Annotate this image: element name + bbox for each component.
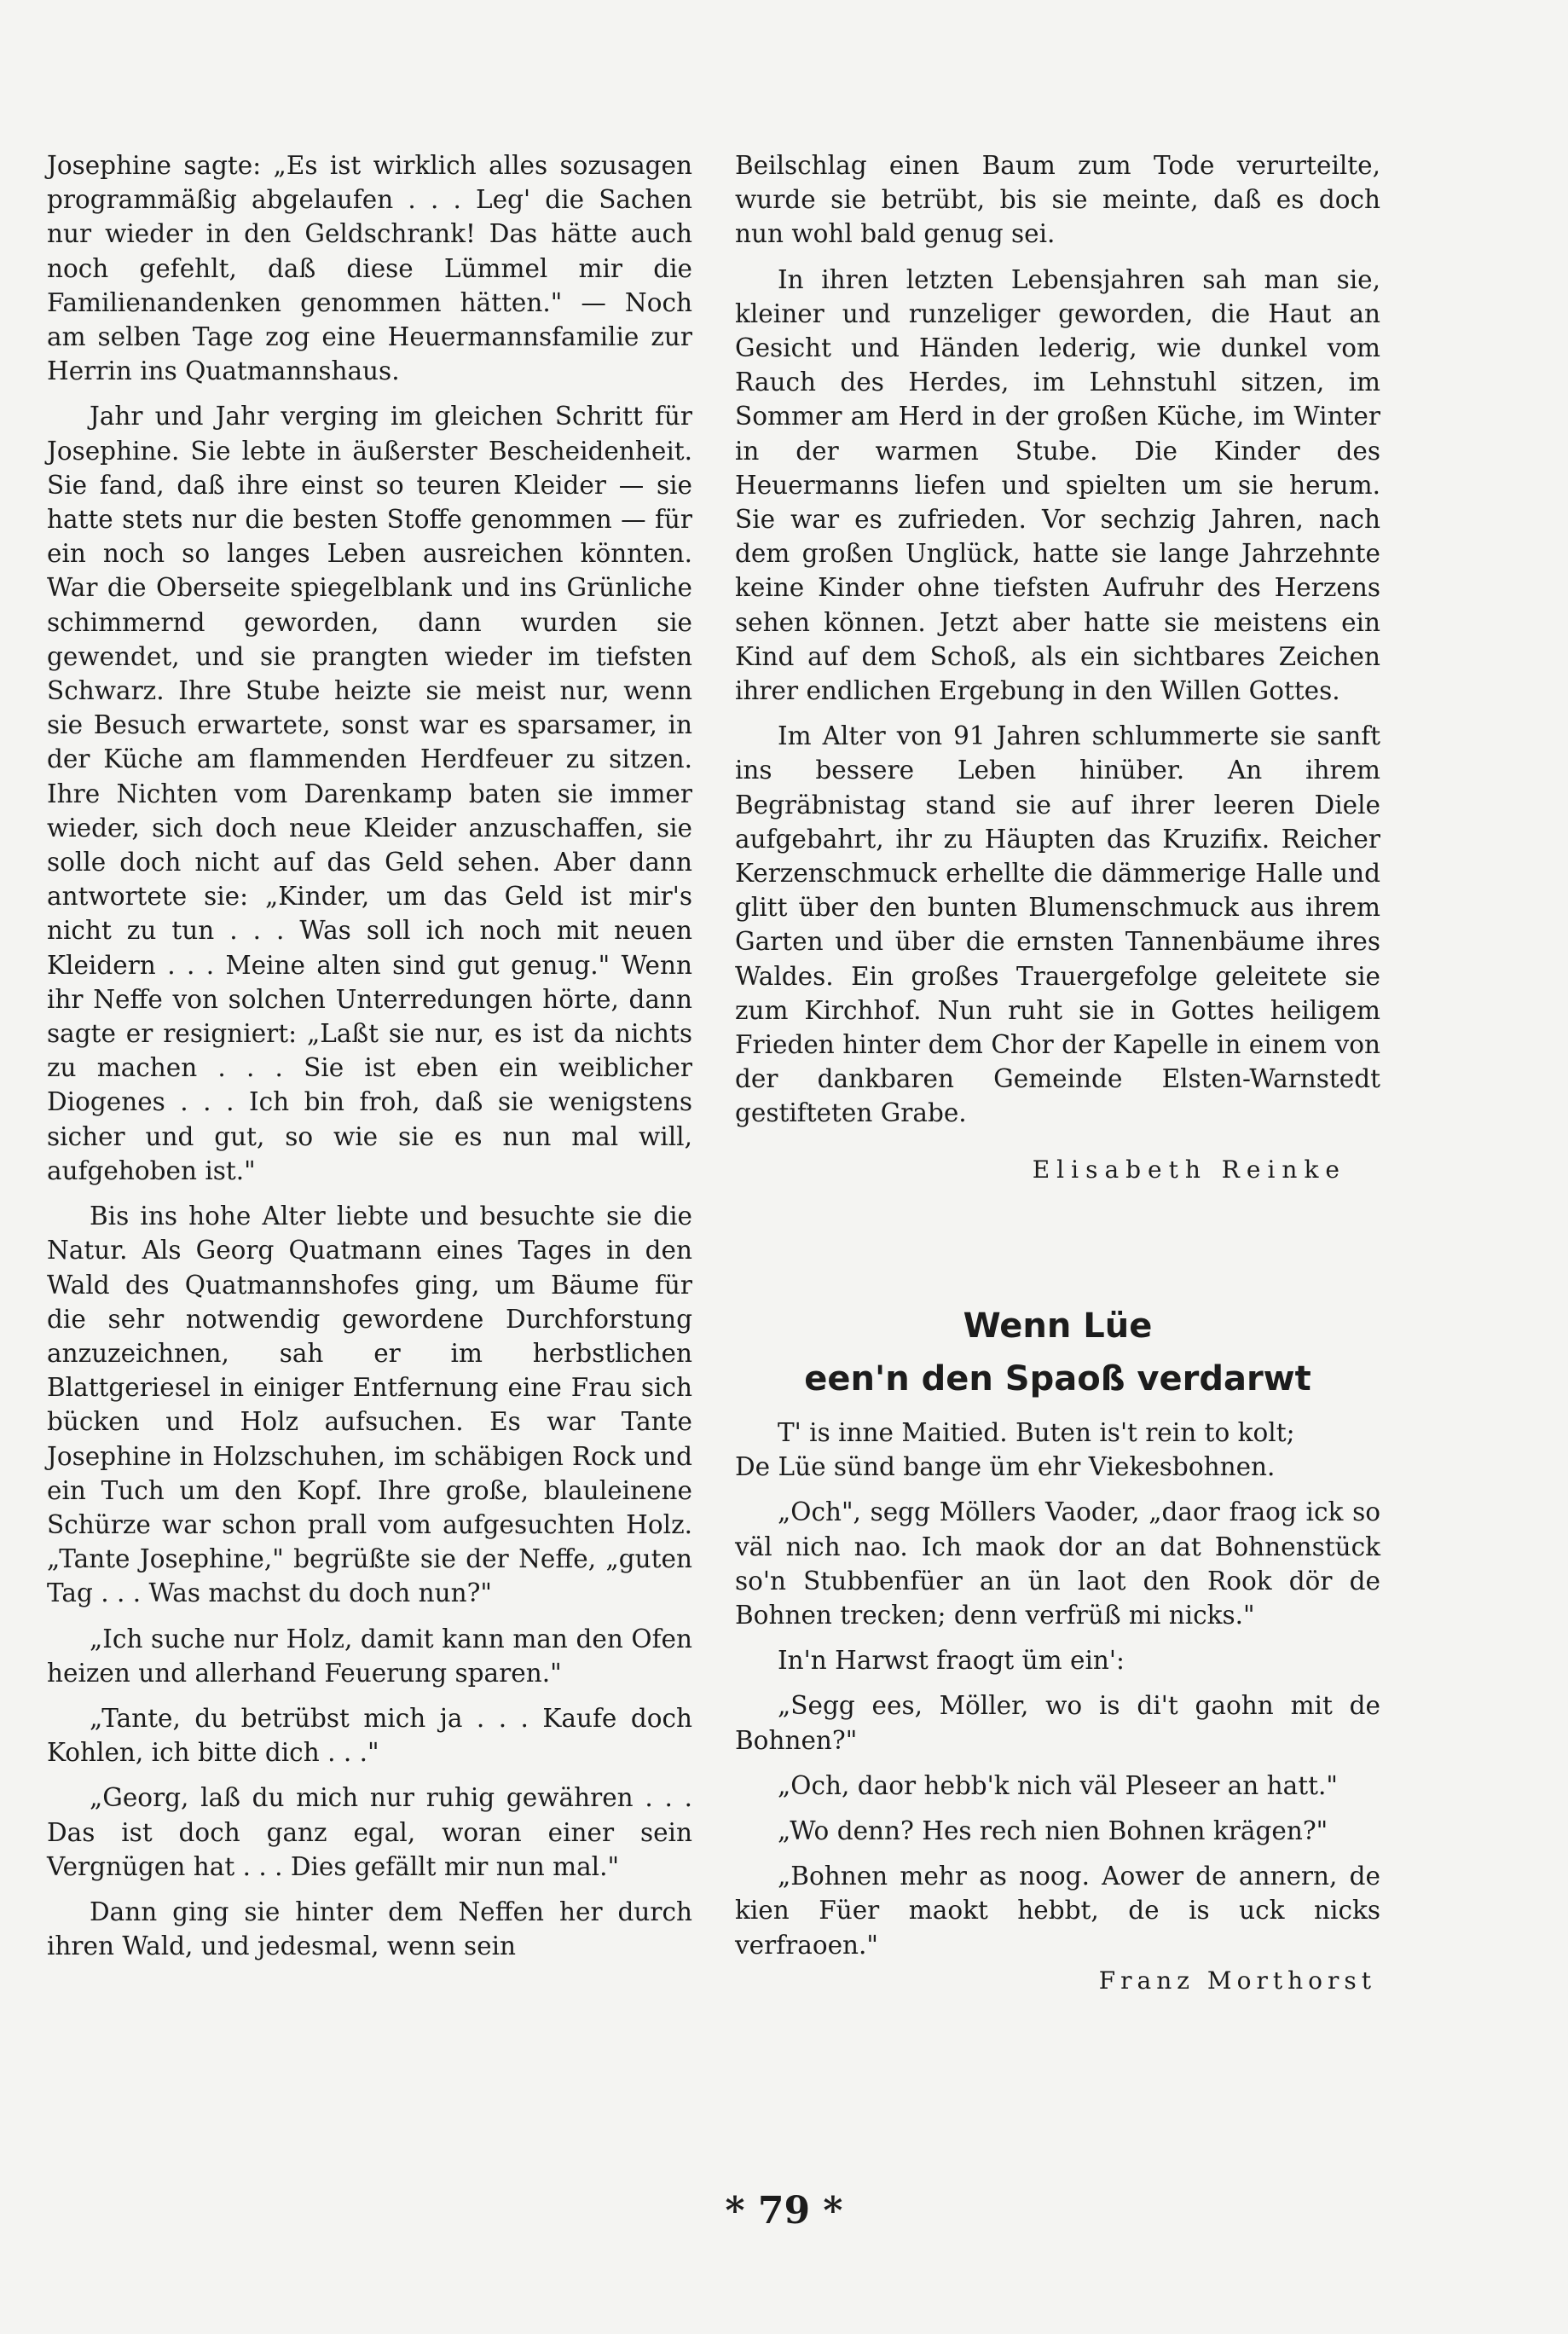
poem-author: Franz Morthorst bbox=[1098, 1966, 1376, 1995]
paragraph: Im Alter von 91 Jahren schlummerte sie sanft ins bessere Leben hinüber. An ihrem Begräbnistag stand sie auf ihrer leeren Diele aufgebahrt, ihr zu Häupten das Kruzifix. Reicher Kerzenschmuck erhellte die dämmerige Halle und glitt über den bunten Blumenschmuck aus ihrem Garten und über die ernsten Tannenbäume ihres Waldes. Ein großes Trauergefolge geleitete sie zum Kirchhof. Nun ruht sie in Gottes heiligem Frieden hinter dem Chor der Kapelle in einem von der dankbaren Gemeinde Elsten-Warnstedt gestifteten Grabe. bbox=[735, 721, 1380, 1128]
paragraph: Josephine sagte: „Es ist wirklich alles sozusagen programmäßig abgelaufen . . . Leg' die Sachen nur wieder in den Geldschrank! Das hätte auch noch gefehlt, daß diese Lümmel mir die Familienandenken genommen hätten." — Noch am selben Tage zog eine Heuermannsfamilie zur Herrin ins Quatmannshaus. bbox=[47, 151, 692, 386]
poem-line: „Wo denn? Hes rech nien Bohnen krägen?" bbox=[778, 1816, 1328, 1845]
left-column bbox=[47, 148, 692, 1974]
poem-line: „Och", segg Möllers Vaoder, „daor fraog ick so väl nich nao. Ich maok dor an dat Bohnenstück so'n Stubbenfüer an ün laot den Rook dör de Bohnen trecken; denn verfrüß mi nicks." bbox=[735, 1497, 1380, 1630]
poem-line: De Lüe sünd bange üm ehr Viekesbohnen. bbox=[735, 1452, 1276, 1482]
paragraph: Dann ging sie hinter dem Neffen her durch ihren Wald, und jedesmal, wenn sein bbox=[47, 1897, 692, 1961]
poem-line: T' is inne Maitied. Buten is't rein to kolt; bbox=[778, 1417, 1295, 1447]
poem-line: „Bohnen mehr as noog. Aower de annern, de kien Füer maokt hebbt, de is uck nicks verfraoen." bbox=[735, 1862, 1380, 1960]
paragraph: In ihren letzten Lebensjahren sah man sie, kleiner und runzeliger geworden, die Haut an Gesicht und Händen lederig, wie dunkel vom Rauch des Herdes, im Lehnstuhl sitzen, im Sommer am Herd in der großen Küche, im Winter in der warmen Stube. Die Kinder des Heuermanns liefen und spielten um sie herum. Sie war es zufrieden. Vor sechzig Jahren, nach dem großen Unglück, hatte sie lange Jahrzehnte keine Kinder ohne tiefsten Aufruhr des Herzens sehen können. Jetzt aber hatte sie meistens ein Kind auf dem Schoß, als ein sichtbares Zeichen ihrer endlichen Ergebung in den Willen Gottes. bbox=[735, 264, 1380, 706]
right-column bbox=[735, 148, 1380, 1998]
poem-title-line1: Wenn Lüe bbox=[963, 1306, 1153, 1346]
paragraph: „Ich suche nur Holz, damit kann man den Ofen heizen und allerhand Feuerung sparen." bbox=[47, 1624, 692, 1688]
paragraph: „Tante, du betrübst mich ja . . . Kaufe doch Kohlen, ich bitte dich . . ." bbox=[47, 1703, 692, 1768]
paragraph: „Georg, laß du mich nur ruhig gewähren . . . Das ist doch ganz egal, woran einer sein Vergnügen hat . . . Dies gefällt mir nun mal." bbox=[47, 1783, 692, 1881]
poem-line: „Och, daor hebb'k nich väl Pleseer an hatt." bbox=[778, 1770, 1338, 1800]
story-author: Elisabeth Reinke bbox=[1032, 1155, 1346, 1184]
poem-title bbox=[735, 1300, 1380, 1405]
poem-line: In'n Harwst fraogt üm ein': bbox=[778, 1646, 1125, 1676]
paragraph: Bis ins hohe Alter liebte und besuchte sie die Natur. Als Georg Quatmann eines Tages in den Wald des Quatmannshofes ging, um Bäume für die sehr notwendig gewordene Durchforstung anzuzeichnen, sah er im herbstlichen Blattgeriesel in einiger Entfernung eine Frau sich bücken und Holz aufsuchen. Es war Tante Josephine in Holzschuhen, im schäbigen Rock und ein Tuch um den Kopf. Ihre große, blauleinene Schürze war schon prall vom aufgesuchten Holz. „Tante Josephine," begrüßte sie der Neffe, „guten Tag . . . Was machst du doch nun?" bbox=[47, 1202, 692, 1608]
poem-line: „Segg ees, Möller, wo is di't gaohn mit de Bohnen?" bbox=[735, 1691, 1380, 1755]
paragraph: Beilschlag einen Baum zum Tode verurteilte, wurde sie betrübt, bis sie meinte, daß es doch nun wohl bald genug sei. bbox=[735, 151, 1380, 249]
page-number: * 79 * bbox=[725, 2189, 843, 2233]
poem-title-line2: een'n den Spaoß verdarwt bbox=[804, 1358, 1311, 1399]
paragraph: Jahr und Jahr verging im gleichen Schritt für Josephine. Sie lebte in äußerster Bescheidenheit. Sie fand, daß ihre einst so teuren Kleider — sie hatte stets nur die besten Stoffe genommen — für ein noch so langes Leben ausreichen könnten. War die Oberseite spiegelblank und ins Grünliche schimmernd geworden, dann wurden sie gewendet, und sie prangten wieder im tiefsten Schwarz. Ihre Stube heizte sie meist nur, wenn sie Besuch erwartete, sonst war es sparsamer, in der Küche am flammenden Herdfeuer zu sitzen. Ihre Nichten vom Darenkamp baten sie immer wieder, sich doch neue Kleider anzuschaffen, sie solle doch nicht auf das Geld sehen. Aber dann antwortete sie: „Kinder, um das Geld ist mir's nicht zu tun . . . Was soll ich noch mit neuen Kleidern . . . Meine alten sind gut genug." Wenn ihr Neffe von solchen Unterredungen hörte, dann sagte er resigniert: „Laßt sie nur, es ist da nichts zu machen . . . Sie ist eben ein weiblicher Diogenes . . . Ich bin froh, daß sie wenigstens sicher und gut, so wie sie es nun mal will, aufgehoben ist." bbox=[47, 402, 692, 1185]
